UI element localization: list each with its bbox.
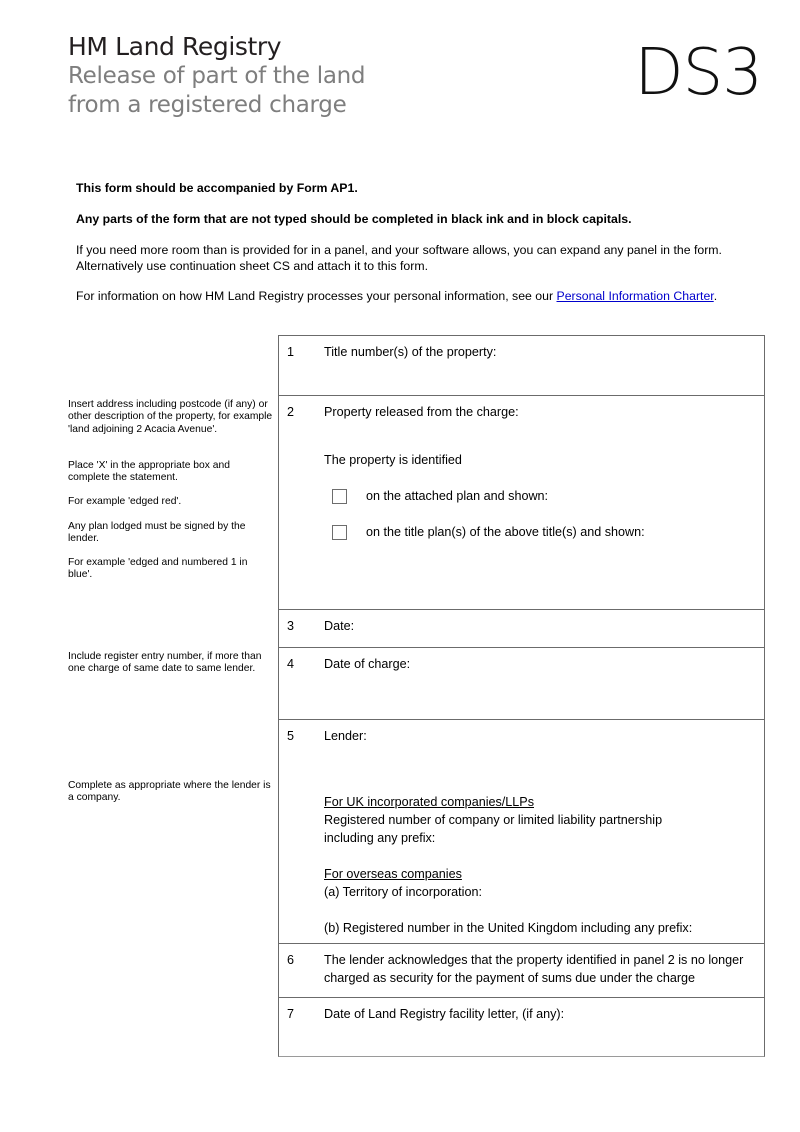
panel-1-title-number[interactable]: [279, 336, 764, 396]
masthead: [0, 0, 800, 160]
panel-2-spacer-2: [324, 469, 756, 487]
panel-4-date-of-charge[interactable]: [279, 648, 764, 720]
panel-2-property-released[interactable]: [279, 396, 764, 610]
panel-5-uk-heading: For UK incorporated companies/LLPs: [324, 795, 534, 809]
panel-1-label: Title number(s) of the property:: [324, 345, 497, 359]
panel-5-spacer-3: [324, 847, 756, 865]
note-property-description: Insert address including postcode (if any) or other description of the property, for example 'land adjoining 2 Acacia Avenue'.: [68, 399, 273, 435]
panel-1-number: 1: [287, 345, 295, 359]
panel-5-body[interactable]: [324, 720, 764, 943]
panel-2-option-a-label: on the attached plan and shown:: [366, 489, 549, 503]
checkbox-title-plan[interactable]: [332, 525, 347, 540]
intro-privacy-prefix: For information on how HM Land Registry processes your personal information, see our: [76, 289, 557, 303]
intro-black-ink: Any parts of the form that are not typed should be completed in black ink and in block capitals.: [76, 212, 632, 226]
panel-2-option-attached-plan[interactable]: [332, 487, 756, 505]
panel-2-label: Property released from the charge:: [324, 405, 519, 419]
panel-5-spacer-1: [324, 745, 756, 775]
note-edged-numbered: For example 'edged and numbered 1 in blue'.: [68, 557, 248, 581]
organisation-name: HM Land Registry: [68, 32, 282, 61]
panel-4-body[interactable]: [324, 648, 764, 719]
panel-4-number: 4: [287, 657, 295, 671]
panel-2-identified-lead: The property is identified: [324, 453, 462, 467]
intro-expand-panel: If you need more room than is provided for in a panel, and your software allows, you can expand any panel in the form. Alternatively use continuation sheet CS and attach it to this form.: [76, 243, 722, 273]
intro-privacy: [76, 288, 750, 304]
panel-7-label: Date of Land Registry facility letter, (if any):: [324, 1007, 565, 1021]
panel-5-overseas-b: (b) Registered number in the United Kingdom including any prefix:: [324, 921, 693, 935]
panel-5-lender[interactable]: [279, 720, 764, 944]
panel-7-facility-letter-date[interactable]: [279, 998, 764, 1056]
panel-5-uk-line-1: Registered number of company or limited liability partnership: [324, 813, 663, 827]
panel-2-spacer-3: [324, 505, 756, 523]
panel-5-spacer-4: [324, 901, 756, 919]
intro-privacy-suffix: .: [713, 289, 718, 303]
panel-2-option-title-plan[interactable]: [332, 523, 756, 541]
panel-7-body[interactable]: [324, 998, 764, 1056]
form-panels-table: [278, 335, 765, 1057]
panel-5-label: Lender:: [324, 729, 367, 743]
intro-accompanied-by: This form should be accompanied by Form AP1.: [76, 181, 358, 195]
panel-5-spacer-2: [324, 775, 756, 793]
personal-information-charter-link[interactable]: Personal Information Charter: [556, 289, 714, 303]
panel-5-uk-line-2: including any prefix:: [324, 831, 436, 845]
panel-7-number: 7: [287, 1007, 295, 1021]
panel-6-label: The lender acknowledges that the property identified in panel 2 is no longer charged as security for the payment of sums due under the charge: [324, 953, 744, 985]
panel-3-body[interactable]: [324, 610, 764, 647]
panel-2-body[interactable]: [324, 396, 764, 609]
panel-2-spacer-1: [324, 421, 756, 451]
note-lender-company: Complete as appropriate where the lender is a company.: [68, 780, 271, 804]
panel-4-label: Date of charge:: [324, 657, 411, 671]
panel-6-lender-acknowledgement: [279, 944, 764, 998]
panel-3-label: Date:: [324, 619, 355, 633]
form-subtitle-line-1: Release of part of the land: [68, 63, 366, 89]
panel-2-option-b-label: on the title plan(s) of the above title(s) and shown:: [366, 525, 645, 539]
note-plan-signed: Any plan lodged must be signed by the lender.: [68, 521, 246, 545]
panel-5-overseas-heading: For overseas companies: [324, 867, 462, 881]
note-register-entry: Include register entry number, if more than one charge of same date to same lender.: [68, 651, 262, 675]
brand-block: [68, 32, 365, 120]
panel-3-date[interactable]: [279, 610, 764, 648]
form-code-ds3: DS3: [634, 36, 762, 110]
panel-2-number: 2: [287, 405, 295, 419]
panel-6-body: [324, 944, 764, 997]
panel-1-body[interactable]: [324, 336, 764, 395]
checkbox-attached-plan[interactable]: [332, 489, 347, 504]
note-place-x: Place 'X' in the appropriate box and complete the statement.: [68, 460, 230, 484]
panel-5-number: 5: [287, 729, 295, 743]
intro-instructions: [76, 180, 750, 319]
panel-5-overseas-a: (a) Territory of incorporation:: [324, 885, 482, 899]
form-subtitle-line-2: from a registered charge: [68, 92, 347, 118]
panel-3-number: 3: [287, 619, 295, 633]
panel-6-number: 6: [287, 953, 295, 967]
note-edged-red: For example 'edged red'.: [68, 496, 182, 507]
